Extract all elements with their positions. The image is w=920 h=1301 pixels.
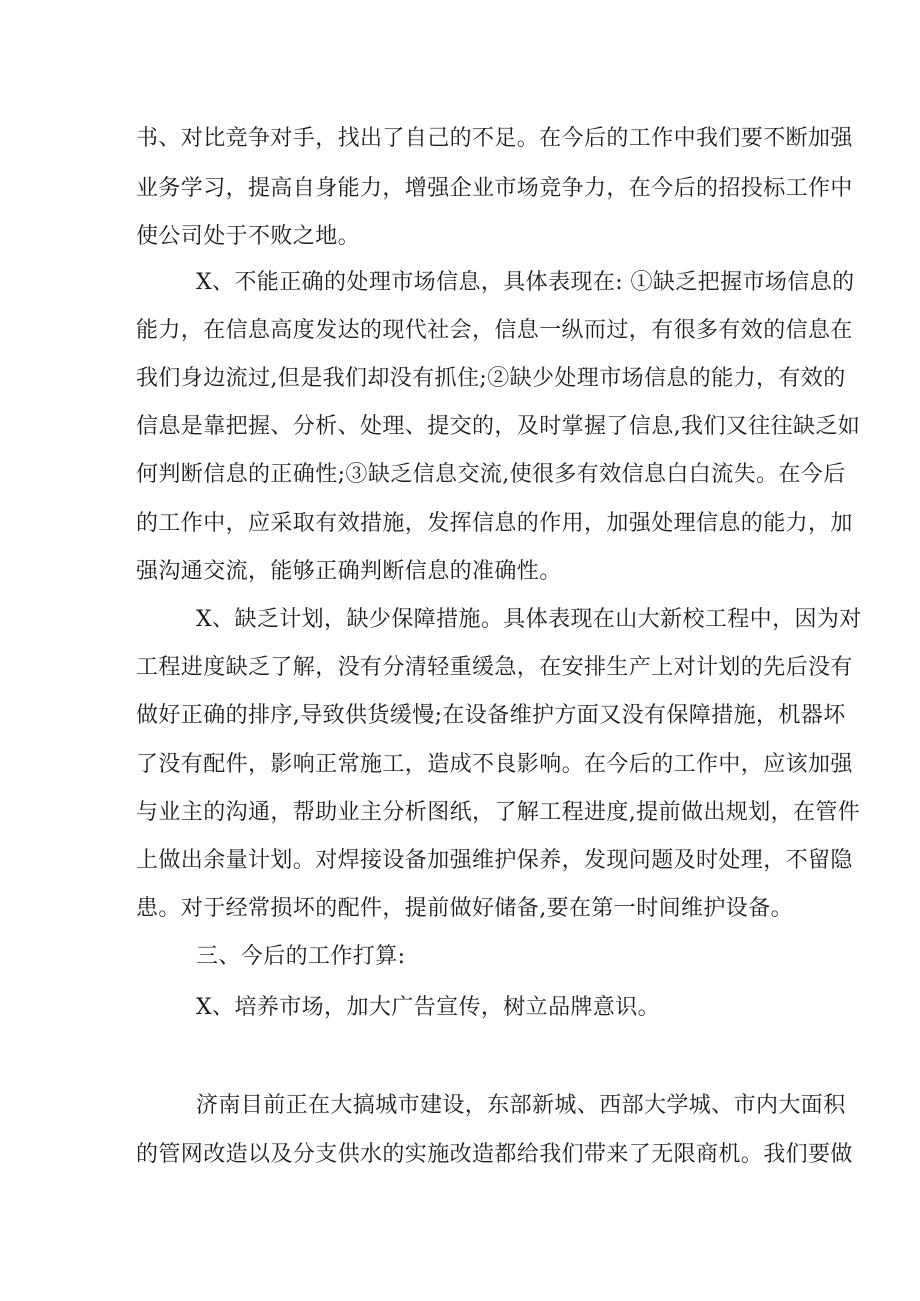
text-line: 做好正确的排序,导致供货缓慢;在设备维护方面又没有保障措施，机器坏	[136, 703, 846, 728]
text-line: 何判断信息的正确性;③缺乏信息交流,使很多有效信息白白流失。在今后	[136, 462, 846, 487]
text-line: X、缺乏计划，缺少保障措施。具体表现在山大新校工程中，因为对	[196, 607, 862, 632]
text-line: 书、对比竞争对手，找出了自己的不足。在今后的工作中我们要不断加强	[136, 126, 853, 151]
text-line: 患。对于经常损坏的配件，提前做好储备,要在第一时间维护设备。	[136, 896, 793, 921]
text-line: 的工作中，应采取有效措施，发挥信息的作用，加强处理信息的能力，加	[136, 511, 853, 536]
text-line: 的管网改造以及分支供水的实施改造都给我们带来了无限商机。我们要做	[136, 1142, 853, 1167]
text-line: X、不能正确的处理市场信息，具体表现在: ①缺乏把握市场信息的	[196, 270, 855, 295]
text-line: 强沟通交流，能够正确判断信息的准确性。	[136, 559, 562, 584]
text-line: 业务学习，提高自身能力，增强企业市场竞争力，在今后的招投标工作中	[136, 176, 853, 201]
text-line: 了没有配件，影响正常施工，造成不良影响。在今后的工作中，应该加强	[136, 752, 853, 777]
text-line: 与业主的沟通，帮助业主分析图纸，了解工程进度,提前做出规划，在管件	[136, 800, 861, 825]
section-heading: 三、今后的工作打算:	[196, 944, 406, 969]
text-line: 济南目前正在大搞城市建设，东部新城、西部大学城、市内大面积	[196, 1093, 846, 1118]
text-line: 工程进度缺乏了解，没有分清轻重缓急，在安排生产上对计划的先后没有	[136, 655, 853, 680]
text-line: 能力，在信息高度发达的现代社会，信息一纵而过，有很多有效的信息在	[136, 318, 853, 343]
text-line: 我们身边流过,但是我们却没有抓住;②缺少处理市场信息的能力，有效的	[136, 366, 846, 391]
subsection-heading: X、培养市场，加大广告宣传，树立品牌意识。	[196, 995, 661, 1020]
text-line: 使公司处于不败之地。	[136, 224, 361, 249]
text-line: 信息是靠把握、分析、处理、提交的，及时掌握了信息,我们又往往缺乏如	[136, 414, 861, 439]
text-line: 上做出余量计划。对焊接设备加强维护保养，发现问题及时处理，不留隐	[136, 848, 853, 873]
